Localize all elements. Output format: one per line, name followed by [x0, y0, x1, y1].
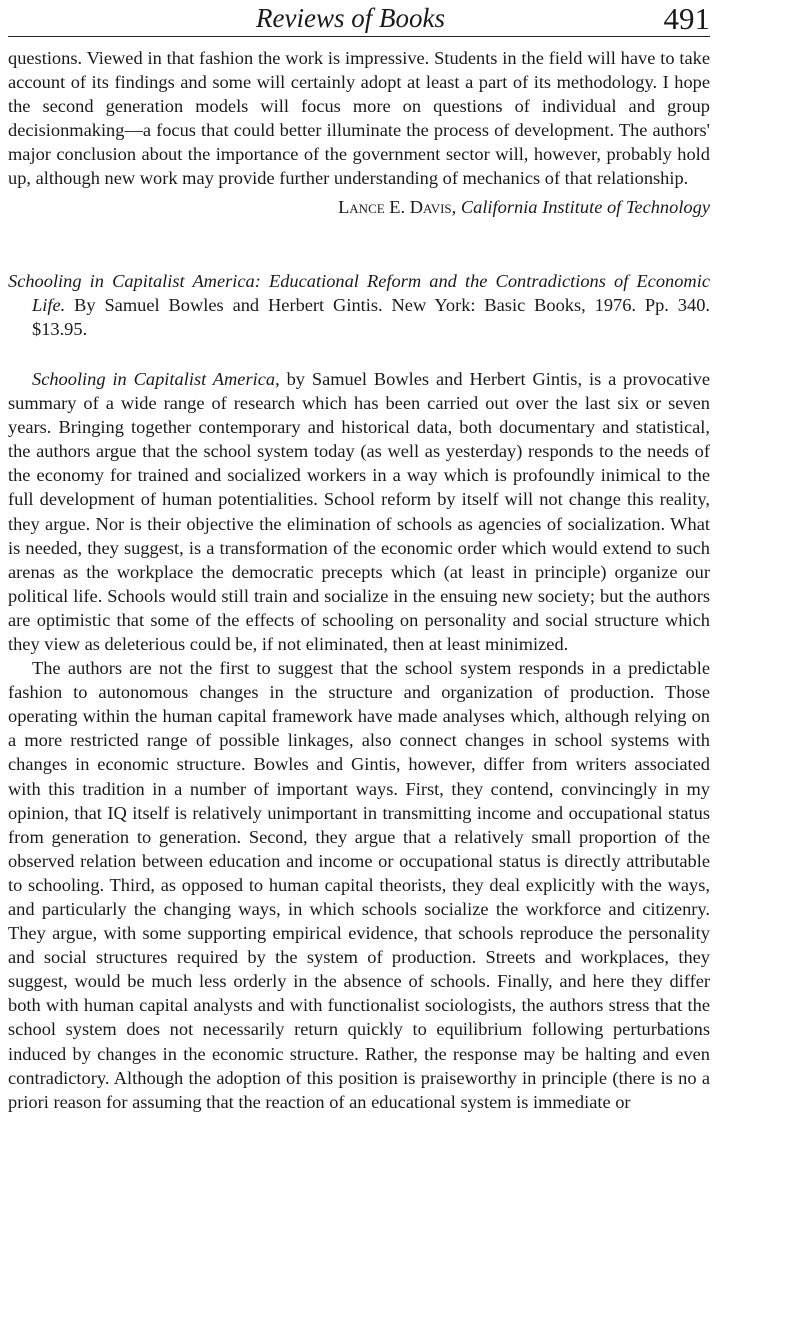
review-paragraph-2: The authors are not the first to suggest that the school system responds in a predictable fashion to autonomous changes in the structure and organization of production. Those operating within the human capital framework have made analyses which, although relying on a more restricted range of possible linkages, also connect changes in school systems with changes in economic structure. Bowles and Gintis, however, differ from writers associated with this tradition in a number of important ways. First, they contend, convincingly in my opinion, that IQ itself is relatively unimportant in transmitting income and occupational status from generation to generation. Second, they argue that a relatively small proportion of the observed relation between education and income or occupational status is directly attributable to schooling. Third, as opposed to human capital theorists, they deal explicitly with the ways, and particularly the changing ways, in which schools socialize the workforce and citizenry. They argue, with some supporting empirical evidence, that schools reproduce the personality and social structures required by the system of production. Streets and workplaces, they suggest, would be much less orderly in the absence of schools. Finally, and here they differ both with human capital analysts and with functionalist sociologists, the authors stress that the school system does not necessarily return quickly to equilibrium following perturbations induced by changes in the economic structure. Rather, the response may be halting and even contradictory. Although the adoption of this position is praiseworthy in principle (there is no a priori reason for assuming that the reaction of an educational system is immediate or [8, 658, 710, 1112]
review-body [8, 367, 710, 1114]
page-content [8, 46, 710, 1114]
book-title: Schooling in Capitalist America: Educational Reform and the Contradictions of Economic Life. [8, 270, 710, 315]
reviewer-affiliation: California Institute of Technology [460, 196, 710, 217]
page-number: 491 [663, 1, 710, 36]
running-title: Reviews of Books [256, 3, 445, 33]
reviewer-name: Lance E. Davis [338, 196, 452, 217]
review-paragraph-1-text: , by Samuel Bowles and Herbert Gintis, is a provocative summary of a wide range of research which has been carried out over the last six or seven years. Bringing together contemporary and historical data, both documentary and statistical, the authors argue that the school system today (as well as yesterday) responds to the needs of the economy for trained and socialized workers in a way which is profoundly inimical to the full development of human potentialities. School reform by itself will not change this reality, they argue. Nor is their objective the elimination of schools as agencies of socialization. What is needed, they suggest, is a transformation of the economic order which would extend to such arenas as the workplace the democratic precepts which (at least in principle) organize our political life. Schools would still train and socialize in the ensuing new society; but the authors are optimistic that some of the effects of schooling on personality and social structure which they view as deleterious could be, if not eliminated, then at least minimized. [8, 368, 710, 654]
review-paragraph-1 [8, 367, 710, 656]
previous-review-closing-paragraph: questions. Viewed in that fashion the work is impressive. Students in the field will have to take account of its findings and some will certainly adopt at least a part of its methodology. I hope the second generation models will focus more on questions of individual and group decisionmaking—a focus that could better illuminate the process of development. The authors' major conclusion about the importance of the government sector will, however, probably hold up, although new work may provide further understanding of mechanics of that relationship. [8, 48, 710, 189]
book-citation [8, 269, 710, 341]
book-details: By Samuel Bowles and Herbert Gintis. New York: Basic Books, 1976. Pp. 340. $13.95. [32, 294, 710, 339]
running-header [8, 0, 710, 37]
journal-page [8, 0, 710, 1112]
inline-book-title: Schooling in Capitalist America [32, 368, 276, 389]
reviewer-signature: Lance E. Davis, California Institute of Technology [338, 196, 710, 217]
